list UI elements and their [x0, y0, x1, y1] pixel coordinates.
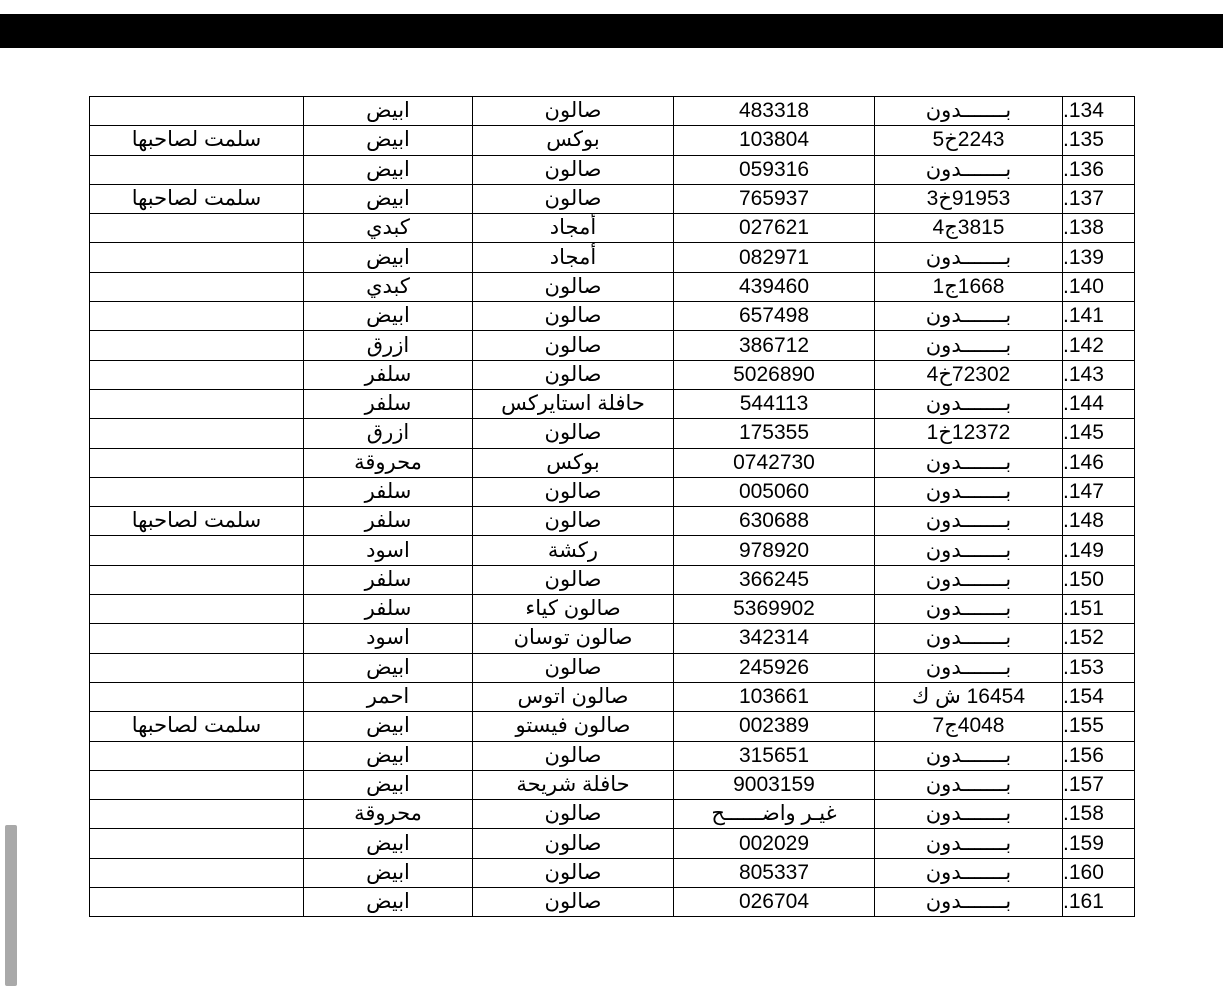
vehicle-color-cell: ابيض [304, 741, 473, 770]
table-row [90, 419, 1135, 448]
vehicle-color-cell: ابيض [304, 243, 473, 272]
table-row [90, 741, 1135, 770]
status-note-cell [90, 97, 304, 126]
top-black-bar [0, 14, 1223, 48]
plate-number-cell: بـــــــدون [875, 536, 1063, 565]
plate-number-cell: 72302خ4 [875, 360, 1063, 389]
plate-number-cell: بـــــــدون [875, 653, 1063, 682]
vehicle-color-cell: ابيض [304, 126, 473, 155]
table-row [90, 565, 1135, 594]
table-row [90, 536, 1135, 565]
vehicle-type-cell: صالون [473, 565, 674, 594]
vehicle-type-cell: صالون [473, 800, 674, 829]
row-number-cell: .153 [1063, 653, 1135, 682]
plate-number-cell: بـــــــدون [875, 448, 1063, 477]
chassis-number-cell: 765937 [674, 184, 875, 213]
plate-number-cell: بـــــــدون [875, 888, 1063, 917]
plate-number-cell: 1668ج1 [875, 272, 1063, 301]
chassis-number-cell: 082971 [674, 243, 875, 272]
row-number-cell: .158 [1063, 800, 1135, 829]
table-row [90, 770, 1135, 799]
status-note-cell: سلمت لصاحبها [90, 184, 304, 213]
table-row [90, 653, 1135, 682]
table-row [90, 888, 1135, 917]
row-number-cell: .148 [1063, 507, 1135, 536]
vehicle-type-cell: صالون [473, 858, 674, 887]
vehicle-color-cell: سلفر [304, 477, 473, 506]
vehicle-type-cell: صالون [473, 507, 674, 536]
vehicle-color-cell: ابيض [304, 302, 473, 331]
status-note-cell [90, 360, 304, 389]
status-note-cell [90, 770, 304, 799]
status-note-cell [90, 389, 304, 418]
vehicle-color-cell: سلفر [304, 389, 473, 418]
plate-number-cell: 16454 ش ك [875, 682, 1063, 711]
vehicle-type-cell: صالون [473, 302, 674, 331]
row-number-cell: .145 [1063, 419, 1135, 448]
vehicle-type-cell: صالون [473, 653, 674, 682]
chassis-number-cell: 5369902 [674, 595, 875, 624]
vehicle-records-body [90, 97, 1135, 917]
row-number-cell: .154 [1063, 682, 1135, 711]
plate-number-cell: بـــــــدون [875, 565, 1063, 594]
vehicle-type-cell: صالون فيستو [473, 712, 674, 741]
vehicle-color-cell: سلفر [304, 565, 473, 594]
vehicle-type-cell: صالون [473, 97, 674, 126]
status-note-cell [90, 302, 304, 331]
row-number-cell: .157 [1063, 770, 1135, 799]
status-note-cell: سلمت لصاحبها [90, 712, 304, 741]
vehicle-type-cell: صالون [473, 331, 674, 360]
vehicle-color-cell: احمر [304, 682, 473, 711]
chassis-number-cell: 544113 [674, 389, 875, 418]
vehicle-type-cell: صالون [473, 272, 674, 301]
vehicle-color-cell: ابيض [304, 97, 473, 126]
vehicle-color-cell: ابيض [304, 829, 473, 858]
vehicle-color-cell: ابيض [304, 653, 473, 682]
plate-number-cell: بـــــــدون [875, 507, 1063, 536]
table-row [90, 595, 1135, 624]
chassis-number-cell: 9003159 [674, 770, 875, 799]
status-note-cell [90, 536, 304, 565]
vehicle-records-table [89, 96, 1135, 917]
vehicle-type-cell: صالون [473, 888, 674, 917]
table-row [90, 272, 1135, 301]
status-note-cell [90, 419, 304, 448]
vehicle-color-cell: سلفر [304, 595, 473, 624]
status-note-cell [90, 624, 304, 653]
plate-number-cell: بـــــــدون [875, 477, 1063, 506]
vehicle-color-cell: اسود [304, 624, 473, 653]
vehicle-color-cell: كبدي [304, 272, 473, 301]
vehicle-color-cell: ابيض [304, 770, 473, 799]
plate-number-cell: بـــــــدون [875, 741, 1063, 770]
table-row [90, 97, 1135, 126]
vehicle-type-cell: صالون [473, 360, 674, 389]
status-note-cell [90, 243, 304, 272]
chassis-number-cell: 630688 [674, 507, 875, 536]
chassis-number-cell: 175355 [674, 419, 875, 448]
vehicle-type-cell: صالون اتوس [473, 682, 674, 711]
row-number-cell: .160 [1063, 858, 1135, 887]
vehicle-type-cell: صالون [473, 419, 674, 448]
table-row [90, 682, 1135, 711]
plate-number-cell: بـــــــدون [875, 829, 1063, 858]
status-note-cell [90, 888, 304, 917]
table-row [90, 477, 1135, 506]
vehicle-type-cell: صالون [473, 184, 674, 213]
vehicle-color-cell: ابيض [304, 858, 473, 887]
plate-number-cell: بـــــــدون [875, 595, 1063, 624]
chassis-number-cell: 005060 [674, 477, 875, 506]
table-row [90, 507, 1135, 536]
status-note-cell [90, 682, 304, 711]
chassis-number-cell: غيـر واضــــــح [674, 800, 875, 829]
row-number-cell: .137 [1063, 184, 1135, 213]
status-note-cell [90, 155, 304, 184]
row-number-cell: .136 [1063, 155, 1135, 184]
chassis-number-cell: 386712 [674, 331, 875, 360]
chassis-number-cell: 978920 [674, 536, 875, 565]
plate-number-cell: 12372خ1 [875, 419, 1063, 448]
table-row [90, 243, 1135, 272]
plate-number-cell: بـــــــدون [875, 331, 1063, 360]
row-number-cell: .147 [1063, 477, 1135, 506]
chassis-number-cell: 439460 [674, 272, 875, 301]
vehicle-type-cell: أمجاد [473, 214, 674, 243]
row-number-cell: .146 [1063, 448, 1135, 477]
row-number-cell: .151 [1063, 595, 1135, 624]
plate-number-cell: بـــــــدون [875, 858, 1063, 887]
vehicle-color-cell: ازرق [304, 331, 473, 360]
vehicle-color-cell: كبدي [304, 214, 473, 243]
status-note-cell [90, 653, 304, 682]
plate-number-cell: بـــــــدون [875, 389, 1063, 418]
vehicle-type-cell: صالون [473, 741, 674, 770]
scrollbar-thumb[interactable] [5, 825, 17, 986]
row-number-cell: .155 [1063, 712, 1135, 741]
row-number-cell: .134 [1063, 97, 1135, 126]
vehicle-type-cell: بوكس [473, 126, 674, 155]
row-number-cell: .140 [1063, 272, 1135, 301]
vehicle-color-cell: ابيض [304, 712, 473, 741]
status-note-cell [90, 800, 304, 829]
table-row [90, 360, 1135, 389]
vehicle-type-cell: حافلة استايركس [473, 389, 674, 418]
table-row [90, 184, 1135, 213]
chassis-number-cell: 366245 [674, 565, 875, 594]
row-number-cell: .141 [1063, 302, 1135, 331]
row-number-cell: .159 [1063, 829, 1135, 858]
plate-number-cell: بـــــــدون [875, 770, 1063, 799]
vehicle-type-cell: أمجاد [473, 243, 674, 272]
status-note-cell [90, 331, 304, 360]
status-note-cell [90, 741, 304, 770]
row-number-cell: .142 [1063, 331, 1135, 360]
plate-number-cell: بـــــــدون [875, 800, 1063, 829]
status-note-cell [90, 565, 304, 594]
chassis-number-cell: 059316 [674, 155, 875, 184]
status-note-cell [90, 595, 304, 624]
table-row [90, 624, 1135, 653]
vehicle-color-cell: محروقة [304, 448, 473, 477]
status-note-cell [90, 448, 304, 477]
vehicle-color-cell: ابيض [304, 155, 473, 184]
plate-number-cell: بـــــــدون [875, 302, 1063, 331]
table-row [90, 800, 1135, 829]
status-note-cell [90, 477, 304, 506]
vehicle-color-cell: ابيض [304, 888, 473, 917]
chassis-number-cell: 245926 [674, 653, 875, 682]
chassis-number-cell: 103804 [674, 126, 875, 155]
vehicle-type-cell: صالون [473, 477, 674, 506]
chassis-number-cell: 002029 [674, 829, 875, 858]
chassis-number-cell: 5026890 [674, 360, 875, 389]
plate-number-cell: 91953خ3 [875, 184, 1063, 213]
vehicle-color-cell: ابيض [304, 184, 473, 213]
chassis-number-cell: 805337 [674, 858, 875, 887]
row-number-cell: .143 [1063, 360, 1135, 389]
table-row [90, 829, 1135, 858]
vehicle-type-cell: بوكس [473, 448, 674, 477]
status-note-cell [90, 858, 304, 887]
row-number-cell: .150 [1063, 565, 1135, 594]
chassis-number-cell: 103661 [674, 682, 875, 711]
table-row [90, 389, 1135, 418]
vehicle-type-cell: صالون توسان [473, 624, 674, 653]
row-number-cell: .139 [1063, 243, 1135, 272]
status-note-cell [90, 272, 304, 301]
plate-number-cell: بـــــــدون [875, 624, 1063, 653]
row-number-cell: .156 [1063, 741, 1135, 770]
chassis-number-cell: 657498 [674, 302, 875, 331]
table-row [90, 712, 1135, 741]
row-number-cell: .144 [1063, 389, 1135, 418]
table-row [90, 448, 1135, 477]
chassis-number-cell: 315651 [674, 741, 875, 770]
row-number-cell: .152 [1063, 624, 1135, 653]
status-note-cell: سلمت لصاحبها [90, 126, 304, 155]
status-note-cell [90, 214, 304, 243]
plate-number-cell: 2243خ5 [875, 126, 1063, 155]
vehicle-type-cell: حافلة شريحة [473, 770, 674, 799]
chassis-number-cell: 342314 [674, 624, 875, 653]
plate-number-cell: بـــــــدون [875, 155, 1063, 184]
plate-number-cell: بـــــــدون [875, 97, 1063, 126]
chassis-number-cell: 483318 [674, 97, 875, 126]
vehicle-type-cell: صالون [473, 155, 674, 184]
table-row [90, 331, 1135, 360]
plate-number-cell: 3815ج4 [875, 214, 1063, 243]
status-note-cell: سلمت لصاحبها [90, 507, 304, 536]
table-row [90, 214, 1135, 243]
vehicle-color-cell: ازرق [304, 419, 473, 448]
vehicle-color-cell: سلفر [304, 360, 473, 389]
vehicle-color-cell: سلفر [304, 507, 473, 536]
row-number-cell: .149 [1063, 536, 1135, 565]
status-note-cell [90, 829, 304, 858]
plate-number-cell: بـــــــدون [875, 243, 1063, 272]
row-number-cell: .161 [1063, 888, 1135, 917]
chassis-number-cell: 0742730 [674, 448, 875, 477]
chassis-number-cell: 002389 [674, 712, 875, 741]
plate-number-cell: 4048ج7 [875, 712, 1063, 741]
table-row [90, 155, 1135, 184]
vehicle-type-cell: صالون [473, 829, 674, 858]
table-row [90, 126, 1135, 155]
table-row [90, 858, 1135, 887]
vehicle-type-cell: صالون كياء [473, 595, 674, 624]
row-number-cell: .135 [1063, 126, 1135, 155]
table-row [90, 302, 1135, 331]
vehicle-color-cell: اسود [304, 536, 473, 565]
chassis-number-cell: 026704 [674, 888, 875, 917]
vehicle-type-cell: ركشة [473, 536, 674, 565]
vehicle-color-cell: محروقة [304, 800, 473, 829]
row-number-cell: .138 [1063, 214, 1135, 243]
chassis-number-cell: 027621 [674, 214, 875, 243]
